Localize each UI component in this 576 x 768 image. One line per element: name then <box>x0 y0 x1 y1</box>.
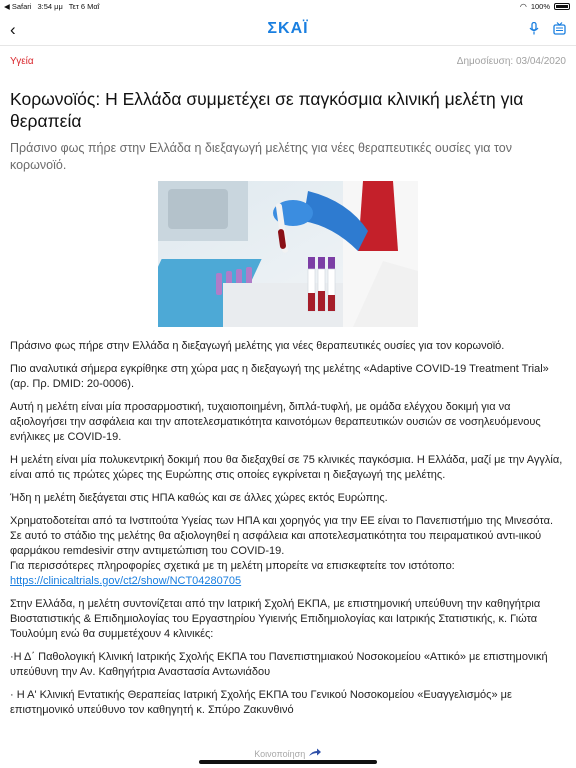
battery-percent: 100% <box>530 2 550 11</box>
article <box>10 56 566 726</box>
paragraph: Στην Ελλάδα, η μελέτη συντονίζεται από την Ιατρική Σχολή ΕΚΠΑ, με επιστημονική υπεύθυνη την καθηγήτρια Βιοστατιστικής & Επιδημιολογίας του Εργαστηρίου Υγιεινής Επιδημιολογίας και Ιατρικής Στατιστικής, κ. Γιώτα Τουλούμη ενώ θα συμμετέχουν 4 κλινικές: <box>10 598 541 640</box>
paragraph-funding <box>10 514 566 589</box>
paragraph: Πράσινο φως πήρε στην Ελλάδα η διεξαγωγή μελέτης για νέες θεραπευτικές ουσίες για τον κορωνοϊό. <box>10 340 505 352</box>
clinic-list-item: · Η Α' Κλινική Εντατικής Θεραπείας Ιατρική Σχολής ΕΚΠΑ του Γενικού Νοσοκομείου «Ευαγγελισμός» με επιστημονικό υπεύθυνο τον καθηγητή κ. Σπύρο Ζακυνθινό <box>10 689 512 716</box>
battery-icon <box>554 3 570 10</box>
status-time: 3:54 μμ <box>37 2 63 11</box>
chevron-left-icon[interactable]: ‹ <box>10 20 16 39</box>
site-logo[interactable]: ΣΚΑΪ <box>267 20 309 37</box>
article-body <box>10 339 566 718</box>
clinic-list-item: ·Η Δ΄ Παθολογική Κλινική Ιατρικής Σχολής ΕΚΠΑ του Πανεπιστημιακού Νοσοκομείου «Αττικό» με επιστημονική υπεύθυνη την Αν. Καθηγήτρια Αναστασία Αντωνιάδου <box>10 651 548 678</box>
paragraph: Ήδη η μελέτη διεξάγεται στις ΗΠΑ καθώς και σε άλλες χώρες εκτός Ευρώπης. <box>10 492 388 504</box>
tv-icon[interactable] <box>553 22 566 38</box>
paragraph: Η μελέτη είναι μία πολυκεντρική δοκιμή που θα διεξαχθεί σε 75 κλινικές παγκόσμια. Η Ελλάδα, μαζί με την Αγγλία, είναι από τις πρώτες χώρες της Ευρώπης στις οποίες εγκρίνεται η διεξαγωγή της μελέτης. <box>10 454 563 481</box>
funding-text: Χρηματοδοτείται από τα Ινστιτούτα Υγείας των ΗΠΑ και χορηγός για την ΕΕ είναι το Πανεπιστήμιο της Μινεσότα. Σε αυτό το στάδιο της μελέτης θα αξιολογηθεί η ασφάλεια και αποτελεσματικότητα του πειραματικού αντι-ιικού φαρμάκου remdesivir στην αντιμετώπιση του COVID-19. <box>10 515 554 557</box>
home-indicator[interactable] <box>199 760 377 764</box>
article-hero-image <box>158 181 418 327</box>
paragraph: Αυτή η μελέτη είναι μία προσαρμοστική, τυχαιοποιημένη, διπλά-τυφλή, με ομάδα ελέγχου δοκιμή για να αξιολογήσει την ασφάλεια και την αποτελεσματικότητα καινοτόμων θεραπευτικών ουσιών σε νοσηλευόμενους ενήλικες με COVID-19. <box>10 401 541 443</box>
wifi-icon: ◠ <box>519 2 527 11</box>
article-lead: Πράσινο φως πήρε στην Ελλάδα η διεξαγωγή μελέτης για νέες θεραπευτικές ουσίες για τον κορωνοϊό. <box>10 141 512 172</box>
share-arrow-icon <box>308 749 322 759</box>
status-date: Τετ 6 Μαΐ <box>68 2 100 11</box>
back-to-app[interactable]: ◀ Safari <box>4 2 32 11</box>
share-label: Κοινοποίηση <box>254 749 306 759</box>
top-navigation-bar <box>0 14 576 46</box>
clinicaltrials-link[interactable]: https://clinicaltrials.gov/ct2/show/NCT04280705 <box>10 575 242 587</box>
article-meta <box>10 56 566 70</box>
microphone-icon[interactable] <box>529 22 539 38</box>
category-link[interactable]: Υγεία <box>10 56 34 67</box>
paragraph: Πιο αναλυτικά σήμερα εγκρίθηκε στη χώρα μας η διεξαγωγή της μελέτης «Adaptive COVID-19 Treatment Trial» (αρ. Πρ. DMID: 20-0006). <box>10 363 549 390</box>
article-title: Κορωνοϊός: Η Ελλάδα συμμετέχει σε παγκόσμια κλινική μελέτη για θεραπεία <box>10 89 524 131</box>
share-button[interactable] <box>0 748 576 759</box>
more-info-text: Για περισσότερες πληροφορίες σχετικά με τη μελέτη μπορείτε να επισκεφτείτε τον ιστότοπο: <box>10 560 455 572</box>
publish-date: Δημοσίευση: 03/04/2020 <box>456 56 566 67</box>
status-bar <box>0 0 576 14</box>
